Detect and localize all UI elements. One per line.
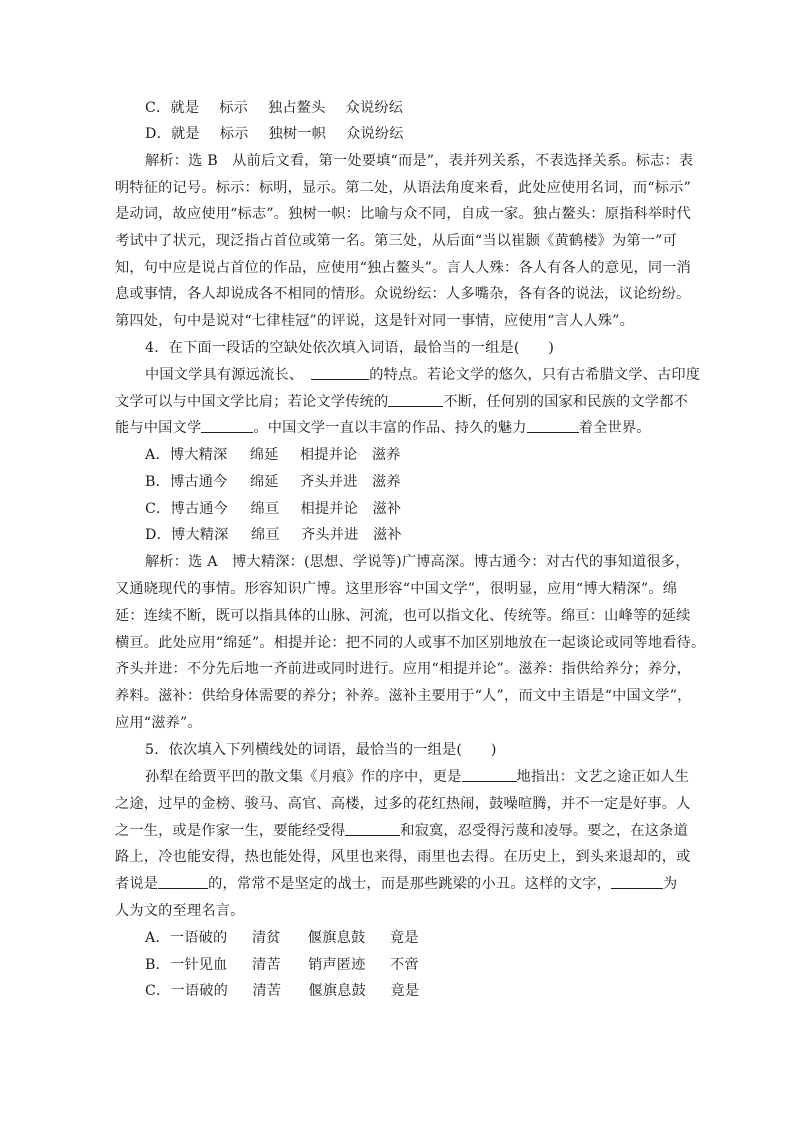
q4-analysis-line: 解析：选 A 博大精深：(思想、学说等)广博高深。博古通今：对古代的事知道很多， [145, 554, 690, 570]
answer-blank [611, 876, 663, 889]
q5-option-c: C．一语破的 清苦 偃旗息鼓 竟是 [145, 983, 420, 999]
q3-analysis-line: 明特征的记号。标示：标明，显示。第二处，从语法角度来看，此处应使用名词，而“标示” [115, 180, 692, 196]
q3-option-c: C．就是 标示 独占鳌头 众说纷纭 [145, 100, 404, 116]
q3-analysis-line: 第四处，句中是说对“七律桂冠”的评说，这是针对同一事情，应使用“言人人殊”。 [115, 313, 634, 329]
q5-passage-line: 之途，过早的金榜、骏马、高官、高楼，过多的花红热闹，鼓噪喧腾，并不一定是好事。人 [115, 796, 691, 812]
q4-option-a: A．博大精深 绵延 相提并论 滋养 [145, 447, 401, 463]
q5-passage-line: 路上，冷也能安得，热也能处得，风里也来得，雨里也去得。在历史上，到头来退却的，或 [115, 849, 691, 865]
answer-blank [201, 420, 253, 433]
q5-passage-line: 之一生，或是作家一生，要能经受得 和寂寞，忍受得污蔑和凌辱。要之，在这条道 [115, 823, 688, 839]
q3-analysis-line: 解析：选 B 从前后文看，第一处要填“而是”，表并列关系，不表选择关系。标志：表 [145, 153, 694, 169]
q3-analysis-line: 知，句中应是说占首位的作品，应使用“独占鳌头”。言人人殊：各人有各人的意见，同一消 [115, 260, 692, 276]
q3-analysis-line: 息或事情，各人却说成各不相同的情形。众说纷纭：人多嘴杂，各有各的说法，议论纷纷。 [115, 286, 691, 302]
q5-passage-line: 人为文的至理名言。 [115, 903, 245, 919]
q4-option-c: C．博古通今 绵亘 相提并论 滋补 [145, 501, 402, 517]
q5-option-a: A．一语破的 清贫 偃旗息鼓 竟是 [145, 930, 419, 946]
answer-blank [527, 420, 579, 433]
answer-blank [388, 394, 443, 407]
answer-blank [158, 876, 208, 889]
q4-analysis-line: 延：连续不断，既可以指具体的山脉、河流，也可以指文化、传统等。绵亘：山峰等的延续 [115, 608, 691, 624]
q4-stem: 4．在下面一段话的空缺处依次填入词语，最恰当的一组是( ) [145, 340, 555, 356]
q4-passage-line: 文学可以与中国文学比肩；若论文学传统的 不断，任何别的国家和民族的文学都不 [115, 394, 688, 410]
q5-passage-line: 孙犁在给贾平凹的散文集《月痕》作的序中，更是 地指出：文艺之途正如人生 [145, 769, 690, 785]
q4-analysis-line: 应用“滋养”。 [115, 715, 202, 731]
q5-stem: 5．依次填入下列横线处的词语，最恰当的一组是( ) [145, 742, 497, 758]
q4-option-b: B．博古通今 绵延 齐头并进 滋养 [145, 474, 401, 490]
q3-analysis-line: 考试中了状元，现泛指占首位或第一名。第三处，从后面“当以崔颢《黄鹤楼》为第一”可 [115, 233, 677, 249]
q4-analysis-line: 养料。滋补：供给身体需要的养分；补养。滋补主要用于“人”，而文中主语是“中国文学”， [115, 688, 692, 704]
answer-blank [462, 769, 517, 782]
answer-blank [345, 823, 400, 836]
q4-analysis-line: 横亘。此处应用“绵延”。相提并论：把不同的人或事不加区别地放在一起谈论或同等地看待。 [115, 635, 706, 651]
q5-passage-line: 者说是 的，常常不是坚定的战士，而是那些跳梁的小丑。这样的文字， 为 [115, 876, 678, 892]
q4-passage-line: 中国文学具有源远流长、 的特点。若论文学的悠久，只有古希腊文学、古印度 [145, 367, 701, 383]
q3-option-d: D．就是 标示 独树一帜 众说纷纭 [145, 126, 404, 142]
q4-passage-line: 能与中国文学 。中国文学一直以丰富的作品、持久的魅力 着全世界。 [115, 420, 651, 436]
q3-analysis-line: 是动词，故应使用“标志”。独树一帜：比喻与众不同，自成一家。独占鳌头：原指科举时代 [115, 206, 692, 222]
answer-blank [311, 367, 369, 380]
q4-analysis-line: 齐头并进：不分先后地一齐前进或同时进行。应用“相提并论”。滋养：指供给养分；养分， [115, 661, 692, 677]
q4-option-d: D．博大精深 绵亘 齐头并进 滋补 [145, 527, 402, 543]
q4-analysis-line: 又通晓现代的事情。形容知识广博。这里形容“中国文学”，很明显，应用“博大精深”。绵 [115, 581, 678, 597]
q5-option-b: B．一针见血 清苦 销声匿迹 不啻 [145, 957, 419, 973]
